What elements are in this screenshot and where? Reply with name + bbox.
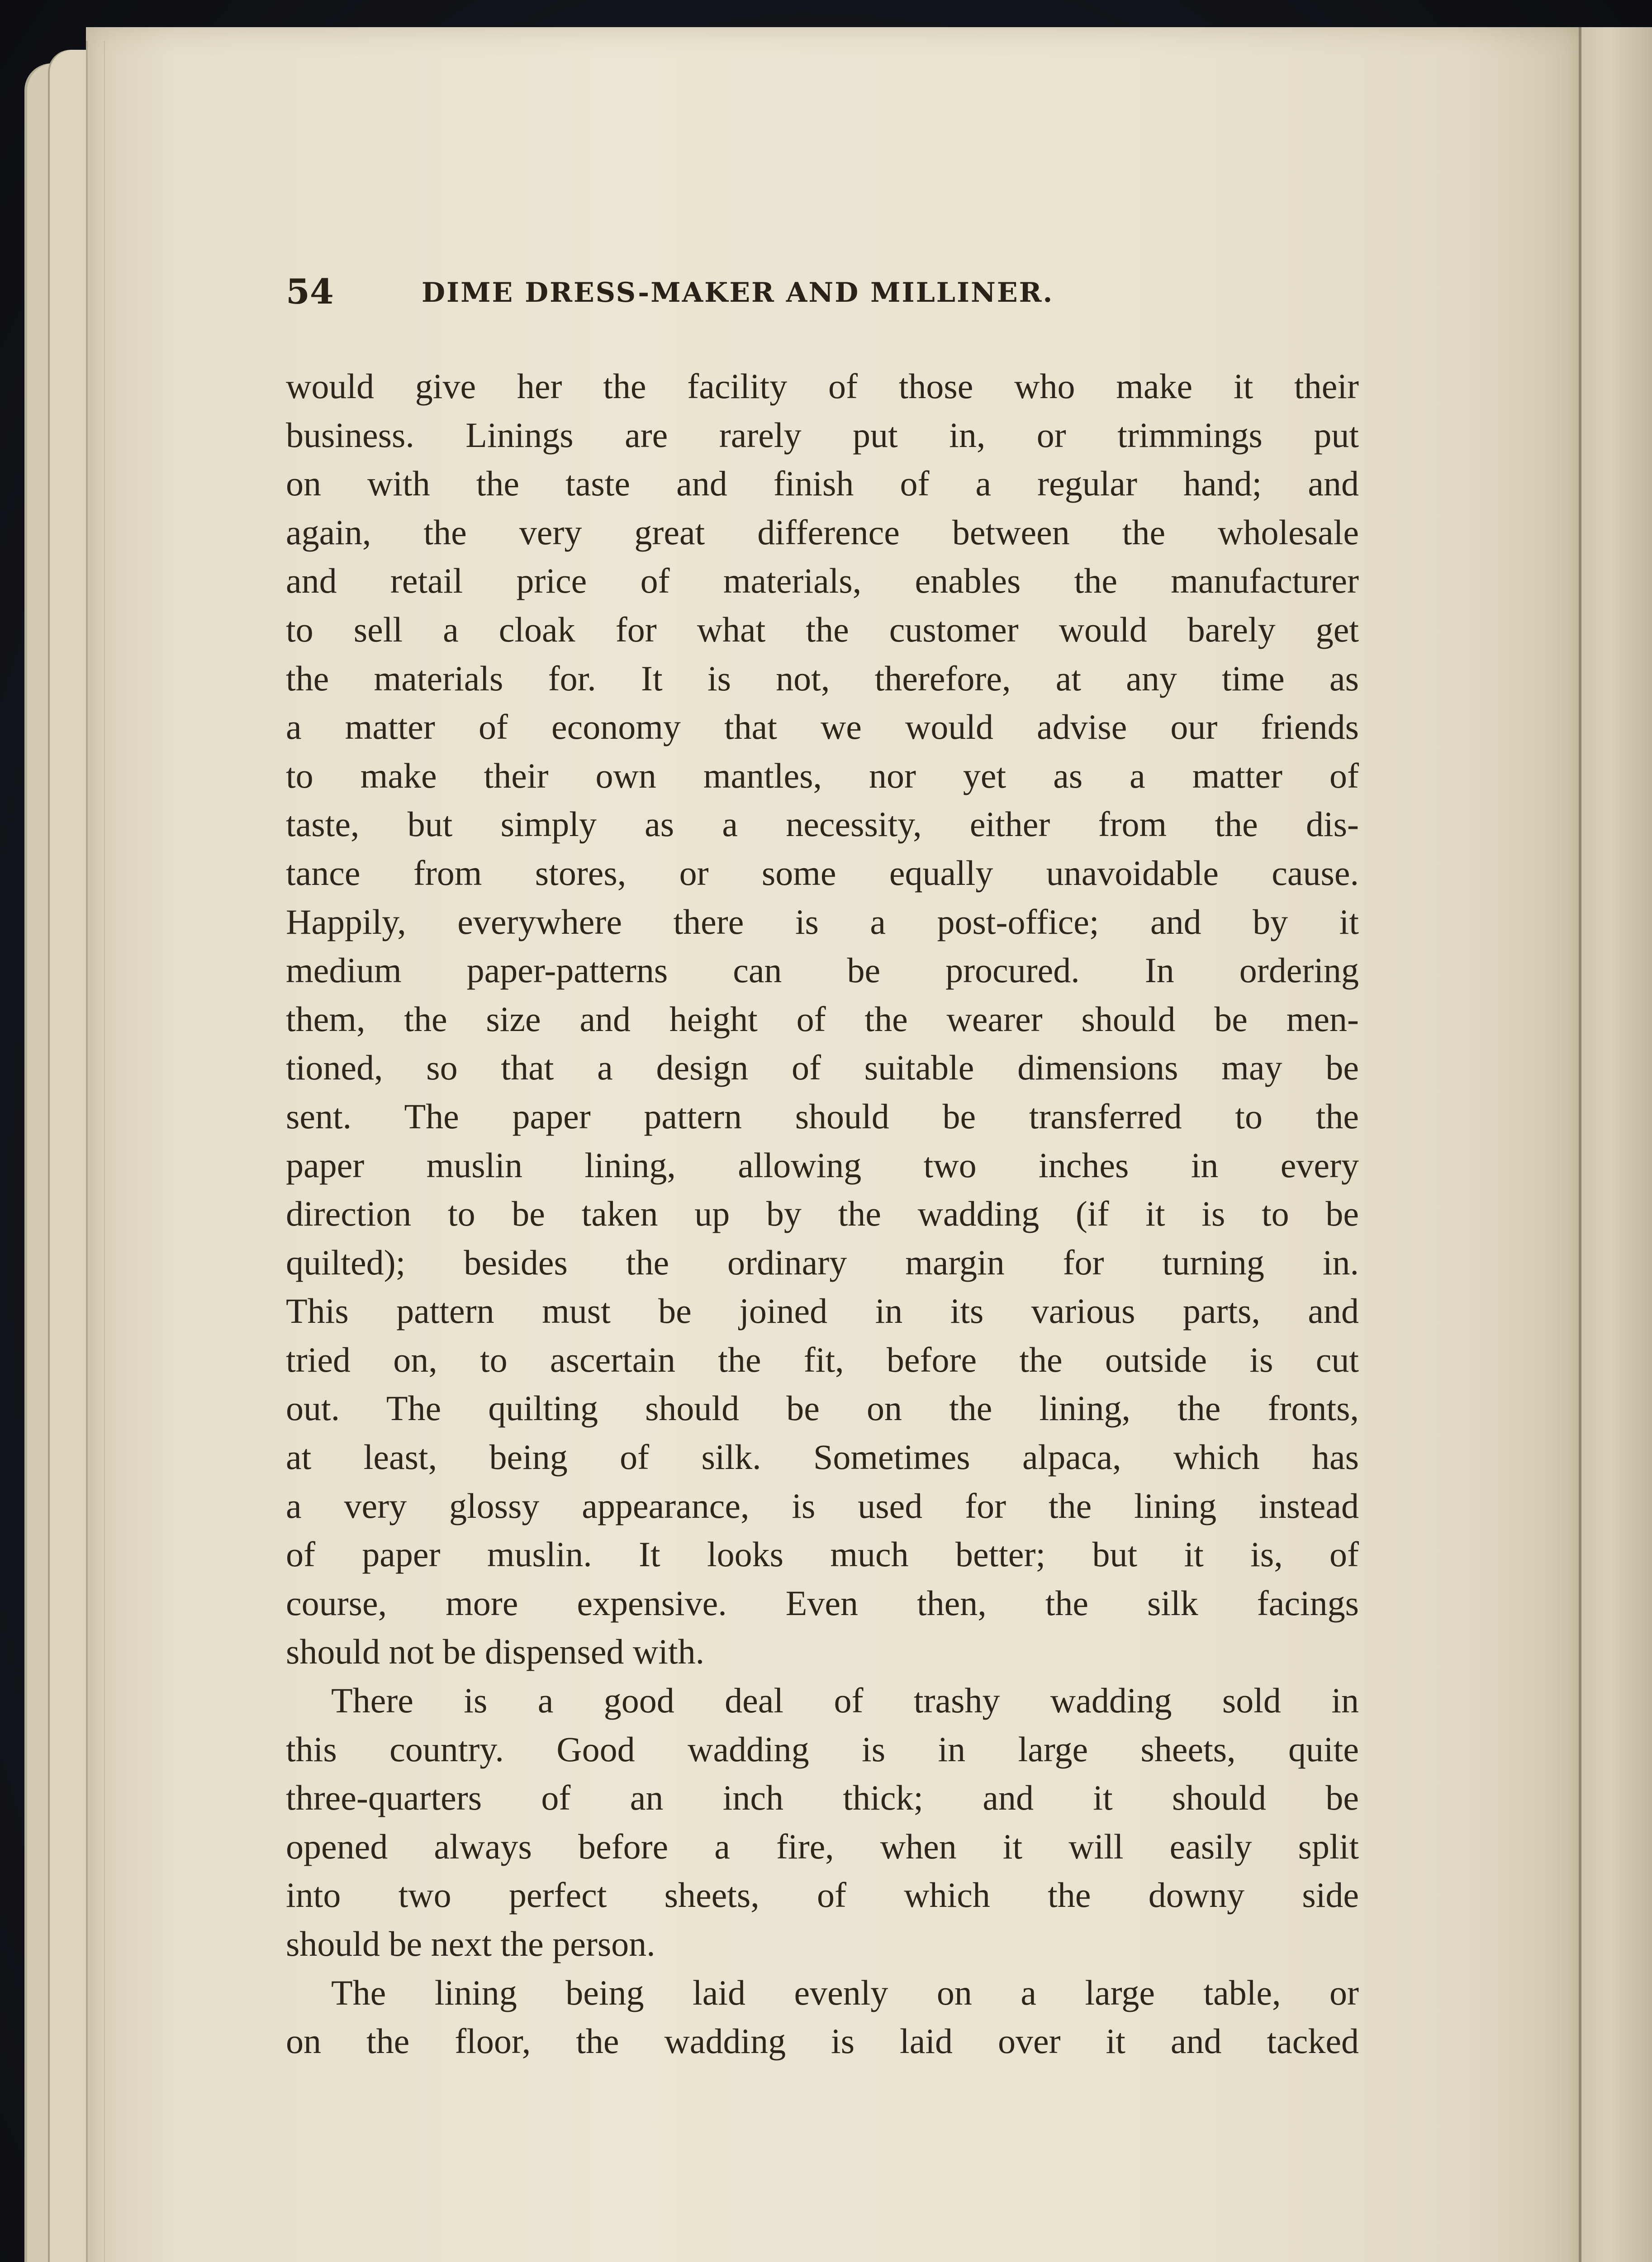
text-line: into two perfect sheets, of which the downy side xyxy=(286,1875,1359,1915)
body-text xyxy=(286,362,1359,2066)
text-line: Happily, everywhere there is a post-office; and by it xyxy=(286,902,1359,941)
text-line: There is a good deal of trashy wadding sold in xyxy=(331,1681,1359,1720)
text-line: them, the size and height of the wearer should be men- xyxy=(286,999,1359,1039)
text-line: of paper muslin. It looks much better; but it is, of xyxy=(286,1535,1359,1574)
text-line: quilted); besides the ordinary margin for turning in. xyxy=(286,1242,1359,1282)
text-line: on with the taste and finish of a regular hand; and xyxy=(286,464,1359,504)
page-number: 54 xyxy=(286,271,334,312)
text-line: taste, but simply as a necessity, either from the dis- xyxy=(286,804,1359,844)
text-line: The lining being laid evenly on a large table, or xyxy=(331,1972,1359,2012)
text-line: the materials for. It is not, therefore, at any time as xyxy=(286,658,1359,698)
text-line: should be next the person. xyxy=(286,1924,655,1963)
text-line: three-quarters of an inch thick; and it should be xyxy=(286,1778,1359,1818)
text-line: paper muslin lining, allowing two inches in every xyxy=(286,1145,1359,1185)
text-line: medium paper-patterns can be procured. In ordering xyxy=(286,950,1359,990)
facing-page-edge xyxy=(1579,27,1652,2262)
text-line: would give her the facility of those who make it their xyxy=(286,366,1359,406)
text-line: course, more expensive. Even then, the silk facings xyxy=(286,1583,1359,1623)
running-title: DIME DRESS-MAKER AND MILLINER. xyxy=(422,277,1054,309)
paragraph xyxy=(286,1676,1359,1968)
text-line: and retail price of materials, enables the manufacturer xyxy=(286,561,1359,601)
text-line: This pattern must be joined in its various parts, and xyxy=(286,1291,1359,1331)
text-line: tance from stores, or some equally unavoidable cause. xyxy=(286,853,1359,893)
text-line: to make their own mantles, nor yet as a matter of xyxy=(286,756,1359,795)
text-line: out. The quilting should be on the lining, the fronts, xyxy=(286,1388,1359,1428)
text-line: direction to be taken up by the wadding (if it is to be xyxy=(286,1194,1359,1234)
text-line: tioned, so that a design of suitable dimensions may be xyxy=(286,1048,1359,1088)
text-line: at least, being of silk. Sometimes alpaca, which has xyxy=(286,1437,1359,1477)
text-line: should not be dispensed with. xyxy=(286,1632,705,1672)
text-line: this country. Good wadding is in large sheets, quite xyxy=(286,1729,1359,1769)
text-line: a matter of economy that we would advise our friends xyxy=(286,707,1359,747)
text-line: opened always before a fire, when it will easily split xyxy=(286,1826,1359,1866)
text-line: on the floor, the wadding is laid over it and tacked xyxy=(286,2021,1359,2061)
paragraph xyxy=(286,362,1359,1676)
text-line: tried on, to ascertain the fit, before the outside is cut xyxy=(286,1340,1359,1379)
text-line: to sell a cloak for what the customer would barely get xyxy=(286,609,1359,649)
text-line: a very glossy appearance, is used for the lining instead xyxy=(286,1486,1359,1525)
paragraph xyxy=(286,1968,1359,2066)
text-line: sent. The paper pattern should be transferred to the xyxy=(286,1096,1359,1136)
text-line: business. Linings are rarely put in, or trimmings put xyxy=(286,415,1359,455)
page-gutter xyxy=(86,41,105,2262)
text-line: again, the very great difference between the wholesale xyxy=(286,512,1359,552)
running-head xyxy=(286,271,1381,317)
